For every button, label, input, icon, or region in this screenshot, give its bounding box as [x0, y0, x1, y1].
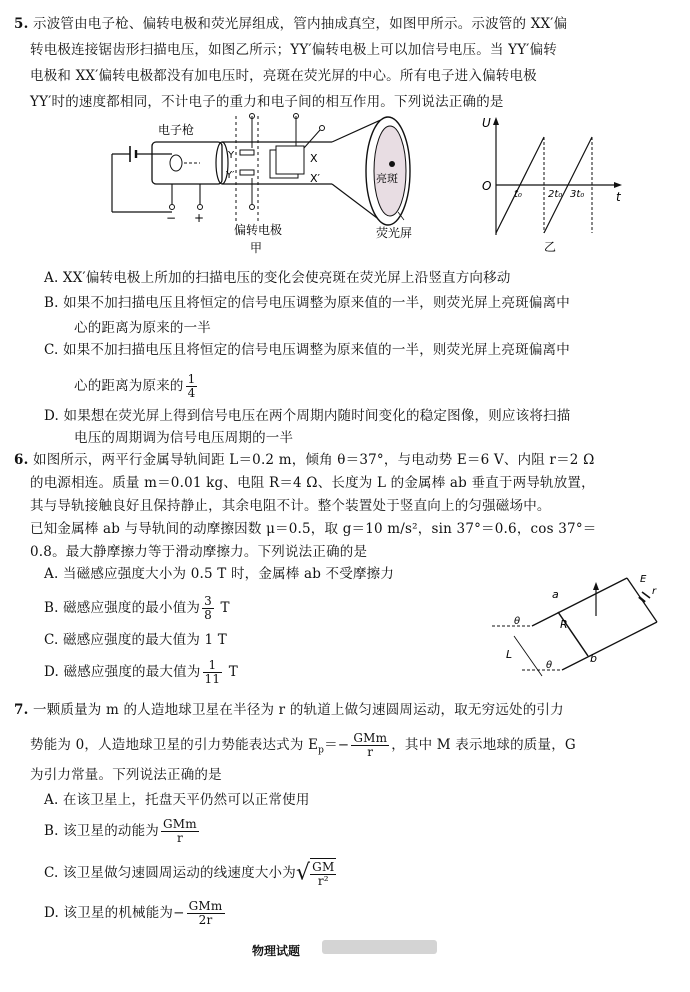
q7-number: 7.: [14, 702, 29, 718]
label-y: Y: [228, 150, 235, 161]
q6-text-1: 如图所示，两平行金属导轨间距 L＝0.2 m，倾角 θ＝37°，与电动势 E＝6 V、内阻 r＝2 Ω: [33, 452, 595, 468]
q6-line2: 的电源相连。质量 m＝0.01 kg、电阻 R＝4 Ω、长度为 L 的金属棒 ab 垂直于两导轨放置，: [30, 475, 595, 491]
bright-spot: [389, 161, 395, 167]
q7-line3: 为引力常量。下列说法正确的是: [30, 767, 222, 783]
q6-line5: 0.8。最大静摩擦力等于滑动摩擦力。下列说法正确的是: [30, 544, 368, 560]
terminal-minus: −: [166, 211, 177, 225]
fraction-gmm-r: $\frac{\text{GMm}}{r}$: [353, 731, 388, 759]
label-xp: X′: [310, 172, 321, 185]
spot-label: 亮斑: [376, 172, 398, 185]
q7-option-c: C. 该卫星做匀速圆周运动的线速度大小为√ $\frac{GM}{\text{r²}}$: [44, 860, 335, 888]
q7-line2: 势能为 0，人造地球卫星的引力势能表达式为 $E_p=-$ $\frac{\text{GMm}}{r}$ ，其中 M 表示地球的质量，G: [30, 731, 576, 759]
q7-option-a: A. 在该卫星上，托盘天平仍然可以正常使用: [44, 792, 310, 808]
label-x: X: [310, 152, 318, 165]
q5-figure-jia: [100, 112, 450, 257]
plate-y: [240, 150, 254, 155]
cathode: [170, 155, 182, 171]
caption-jia: 甲: [250, 241, 263, 255]
fraction-1-11: $\frac{1}{11}$: [204, 658, 221, 686]
label-e: E: [640, 574, 647, 585]
q5-number: 5.: [14, 16, 29, 32]
q5-option-d-1: D. 如果想在荧光屏上得到信号电压在两个周期内随时间变化的稳定图像，则应该将扫描: [44, 408, 571, 424]
theta-upper: θ: [514, 616, 521, 627]
screen-inner: [374, 126, 406, 216]
terminal-plus: +: [194, 211, 205, 225]
label-yp: Y′: [226, 170, 235, 181]
label-r-small: r: [652, 586, 657, 597]
fraction-3-8: $\frac{3}{8}$: [204, 594, 212, 622]
q5-line3: 电极和 XX′偏转电极都没有加电压时，亮斑在荧光屏的中心。所有电子进入偏转电极: [30, 68, 537, 84]
tick-2t0: 2t₀: [548, 189, 563, 200]
caption-yi: 乙: [544, 240, 557, 254]
label-o: O: [482, 179, 492, 193]
q5-line1: [14, 14, 567, 34]
q5-option-a: A. XX′偏转电极上所加的扫描电压的变化会使亮斑在荧光屏上沿竖直方向移动: [44, 270, 511, 286]
label-l: L: [506, 648, 513, 661]
q5-option-d-2: 电压的周期调为信号电压周期的一半: [74, 430, 294, 446]
q6-figure-rails: [492, 570, 672, 682]
gun-label: 电子枪: [158, 123, 195, 137]
label-u: U: [482, 116, 491, 130]
source-plate-2: [639, 597, 645, 602]
q5-option-c-1: C. 如果不加扫描电压且将恒定的信号电压调整为原来值的一半，则荧光屏上亮斑偏离中: [44, 342, 570, 358]
q5-text-1: 示波管由电子枪、偏转电极和荧光屏组成，管内抽成真空，如图甲所示。示波管的 XX′偏: [33, 16, 568, 32]
theta-lower: θ: [546, 660, 553, 671]
q5-option-b-1: B. 如果不加扫描电压且将恒定的信号电压调整为原来值的一半，则荧光屏上亮斑偏离中: [44, 295, 571, 311]
source-plate-1: [642, 592, 650, 598]
q7-option-d: D. 该卫星的机械能为− $\frac{\text{GMm}}{2r}$: [44, 899, 223, 927]
tick-t0: t₀: [514, 189, 522, 200]
label-a: a: [552, 588, 559, 601]
q5-option-c-2: 心的距离为原来的 $\frac{1}{4}$: [74, 372, 196, 400]
q5-figure-yi: [470, 115, 630, 255]
sqrt-gm-r2: √ $\frac{GM}{\text{r²}}$: [295, 860, 335, 888]
fraction-d: $\frac{\text{GMm}}{2r}$: [188, 899, 223, 927]
label-t: t: [616, 190, 621, 204]
q7-option-b: B. 该卫星的动能为 $\frac{\text{GMm}}{r}$: [44, 817, 197, 845]
q6-option-c: C. 磁感应强度的最大值为 1 T: [44, 632, 228, 648]
q6-line4: 已知金属棒 ab 与导轨间的动摩擦因数 μ＝0.5，取 g＝10 m/s²，sin 37°＝0.6，cos 37°＝: [30, 521, 597, 537]
plate-yp: [240, 170, 254, 175]
label-b: b: [590, 652, 597, 665]
q6-option-d: D. 磁感应强度的最大值为 $\frac{1}{11}$ T: [44, 658, 238, 686]
fraction-b: $\frac{\text{GMm}}{r}$: [163, 817, 197, 845]
footer-blurred-page-info: [322, 940, 437, 954]
rail-upper: [532, 578, 627, 626]
q6-option-a: A. 当磁感应强度大小为 0.5 T 时，金属棒 ab 不受摩擦力: [44, 566, 395, 582]
q6-option-b: B. 磁感应强度的最小值为 $\frac{3}{8}$ T: [44, 594, 230, 622]
label-r-big: R: [560, 618, 568, 631]
electrode-label: 偏转电极: [234, 223, 283, 237]
q7-text-1: 一颗质量为 m 的人造地球卫星在半径为 r 的轨道上做匀速圆周运动，取无穷远处的引力: [33, 702, 564, 718]
fraction-1-4: $\frac{1}{4}$: [187, 372, 196, 400]
q5-option-b-2: 心的距离为原来的一半: [74, 320, 211, 336]
rail-lower: [562, 622, 657, 670]
q6-line1: [14, 450, 594, 470]
q7-line1: [14, 700, 564, 720]
q5-line4: YY′时的速度都相同，不计电子的重力和电子间的相互作用。下列说法正确的是: [30, 94, 504, 110]
q6-line3: 其与导轨接触良好且保持静止，其余电阻不计。整个装置处于竖直向上的匀强磁场中。: [30, 498, 551, 514]
q5-line2: 转电极连接锯齿形扫描电压，如图乙所示；YY′偏转电极上可以加信号电压。当 YY′偏转: [30, 42, 557, 58]
footer-title: 物理试题: [252, 944, 301, 958]
tick-3t0: 3t₀: [570, 189, 585, 200]
q6-number: 6.: [14, 452, 29, 468]
screen-label: 荧光屏: [376, 226, 413, 240]
